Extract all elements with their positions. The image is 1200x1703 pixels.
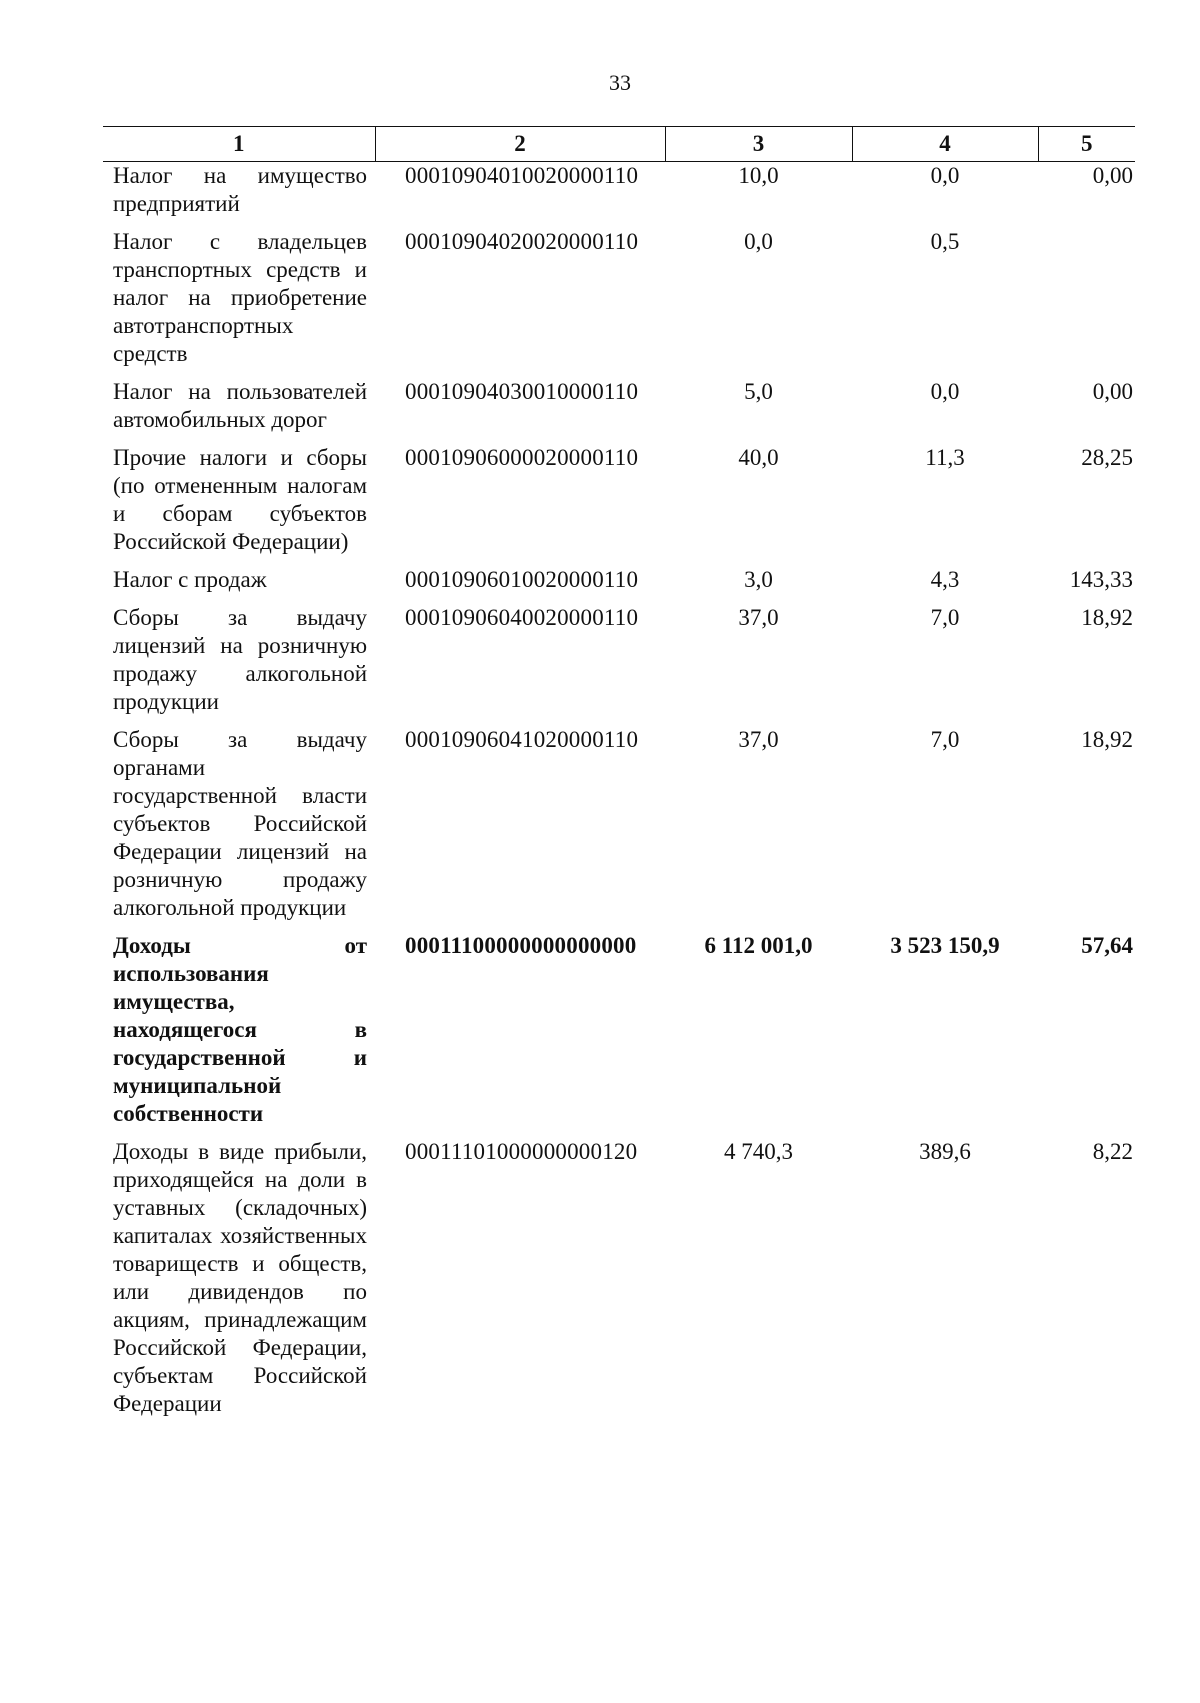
row-col5: 0,00	[1092, 163, 1133, 188]
row-code: 00011101000000000120	[405, 1139, 638, 1164]
row-col3: 37,0	[738, 605, 779, 630]
row-name: Сборы за выдачу органами государственной власти субъектов Российской Федерации лицензий на розничную продажу алкогольной продукции	[113, 727, 367, 920]
row-col5: 143,33	[1069, 567, 1133, 592]
table-row	[103, 162, 1135, 229]
header-col-1: 1	[103, 127, 375, 162]
row-col5	[1038, 228, 1135, 378]
row-code: 00010906010020000110	[405, 567, 639, 592]
row-col5: 57,64	[1081, 933, 1133, 958]
row-col5: 28,25	[1081, 445, 1133, 470]
row-col4: 0,5	[930, 229, 960, 254]
header-col-3: 3	[665, 127, 852, 162]
row-code: 00010906040020000110	[405, 605, 639, 630]
row-code: 00010906041020000110	[405, 727, 639, 752]
row-col4: 3 523 150,9	[890, 933, 1000, 958]
row-col5: 18,92	[1081, 605, 1133, 630]
row-col4: 0,0	[930, 163, 960, 188]
header-col-2: 2	[375, 127, 665, 162]
row-col5: 8,22	[1092, 1139, 1133, 1164]
row-name: Сборы за выдачу лицензий на розничную продажу алкогольной продукции	[113, 605, 367, 714]
row-col3: 3,0	[744, 567, 773, 592]
table-header	[103, 127, 1135, 162]
row-col3: 40,0	[738, 445, 779, 470]
header-row	[103, 127, 1135, 162]
row-col3: 5,0	[744, 379, 773, 404]
row-col3: 10,0	[738, 163, 779, 188]
row-col3: 4 740,3	[724, 1139, 793, 1164]
table-row	[103, 228, 1135, 378]
budget-revenue-table	[103, 126, 1135, 1418]
row-col4: 0,0	[930, 379, 960, 404]
table-row	[103, 566, 1135, 604]
row-code: 00010904010020000110	[405, 163, 639, 188]
row-col5: 0,00	[1092, 379, 1133, 404]
row-col3: 0,0	[744, 229, 773, 254]
row-col4: 7,0	[930, 727, 960, 752]
row-name: Доходы в виде прибыли, приходящейся на доли в уставных (складочных) капиталах хозяйственных товариществ и обществ, или дивидендов по акциям, принадлежащим Российской Федерации, субъектам Российской Федерации	[113, 1139, 367, 1416]
row-code: 00010904020020000110	[405, 229, 639, 254]
row-col4: 4,3	[930, 567, 960, 592]
table-row	[103, 378, 1135, 444]
row-col4: 7,0	[930, 605, 960, 630]
row-col3: 6 112 001,0	[704, 933, 813, 958]
row-name: Налог на имущество предприятий	[113, 163, 367, 216]
table-body	[103, 162, 1135, 1419]
table-row	[103, 1138, 1135, 1418]
header-col-5: 5	[1038, 127, 1135, 162]
table-row	[103, 444, 1135, 566]
table-row	[103, 932, 1135, 1138]
row-col5: 18,92	[1081, 727, 1133, 752]
row-code: 00011100000000000000	[405, 933, 637, 958]
row-name: Налог с продаж	[113, 567, 267, 592]
row-col3: 37,0	[738, 727, 779, 752]
row-col4: 389,6	[919, 1139, 971, 1164]
row-code: 00010904030010000110	[405, 379, 639, 404]
page-number: 33	[609, 70, 631, 95]
row-name: Налог с владельцев транспортных средств и налог на приобретение автотранспортных средств	[113, 229, 367, 366]
table-row	[103, 604, 1135, 726]
row-name: Доходы от использования имущества, находящегося в государственной и муниципальной собственности	[113, 933, 367, 1126]
row-code: 00010906000020000110	[405, 445, 639, 470]
table-row	[103, 726, 1135, 932]
row-name: Прочие налоги и сборы (по отмененным налогам и сборам субъектов Российской Федерации)	[113, 445, 367, 554]
header-col-4: 4	[852, 127, 1038, 162]
row-col4: 11,3	[925, 445, 965, 470]
row-name: Налог на пользователей автомобильных дорог	[113, 379, 367, 432]
